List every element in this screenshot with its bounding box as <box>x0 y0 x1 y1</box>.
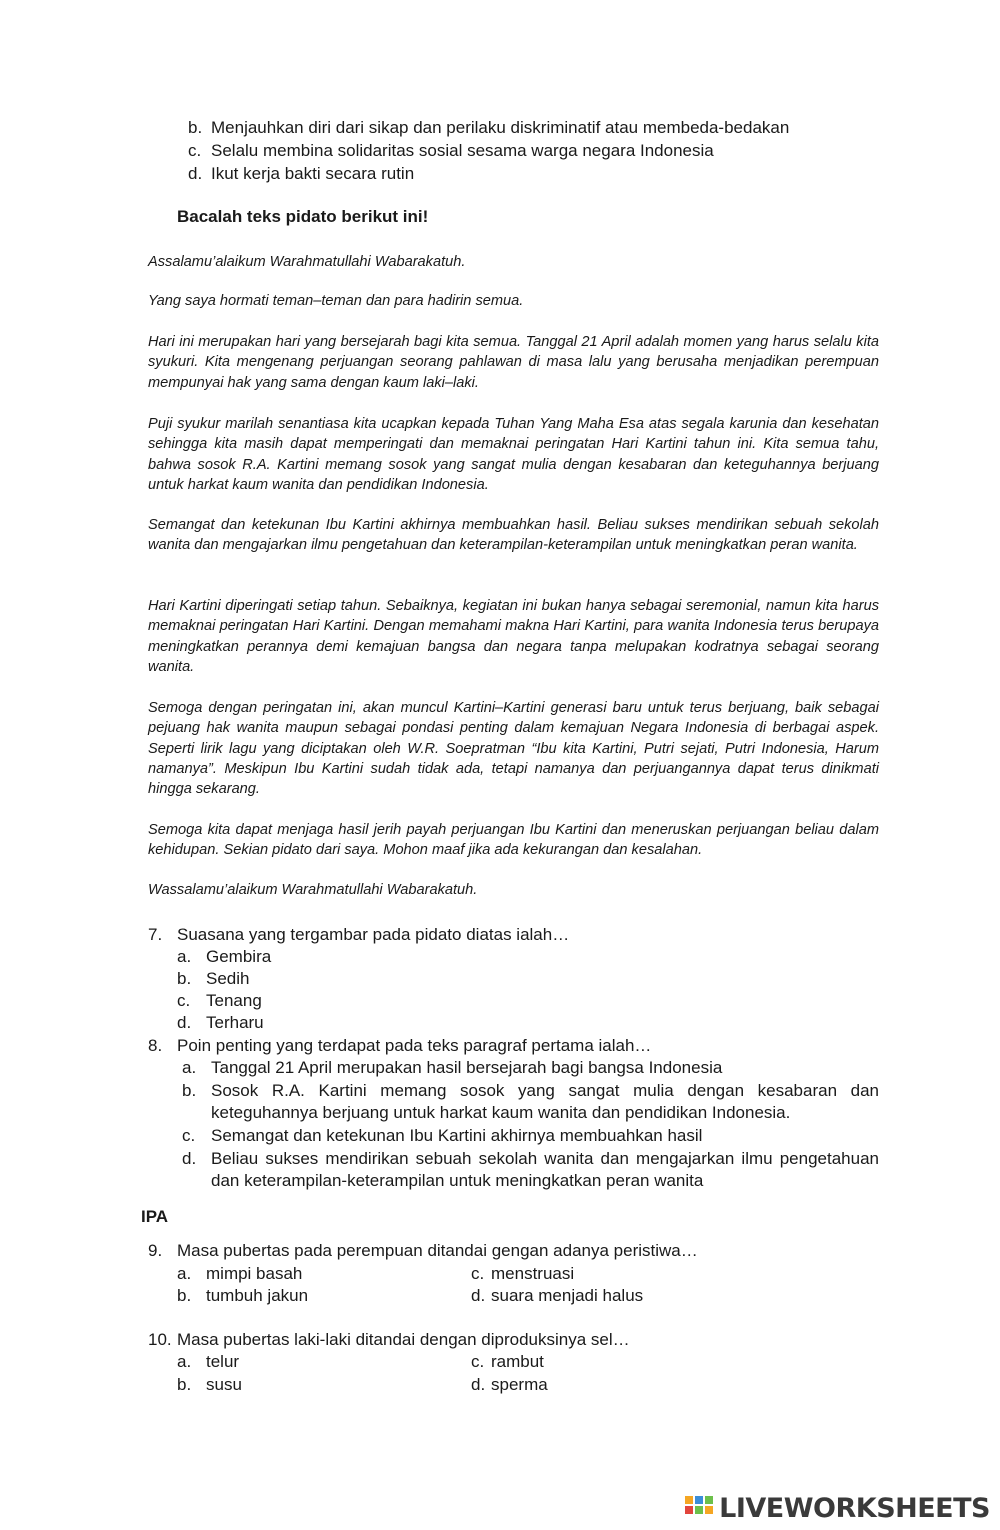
liveworksheets-icon <box>685 1494 715 1522</box>
option-letter: d. <box>471 1286 486 1305</box>
option-letter: b. <box>188 118 203 137</box>
question-number: 7. <box>148 925 163 944</box>
option-tumbuh-jakun[interactable]: tumbuh jakun <box>206 1286 309 1305</box>
option-suara-menjadi-halus[interactable]: suara menjadi halus <box>491 1286 644 1305</box>
instruction-heading: Bacalah teks pidato berikut ini! <box>177 207 429 226</box>
speech-address: Yang saya hormati teman–teman dan para hadirin semua. <box>148 293 524 309</box>
option-sperma[interactable]: sperma <box>491 1375 548 1394</box>
option-letter: c. <box>471 1352 485 1371</box>
option-tenang[interactable]: Tenang <box>206 991 262 1010</box>
option-letter: d. <box>177 1013 192 1032</box>
speech-paragraph-1: Hari ini merupakan hari yang bersejarah bagi kita semua. Tanggal 21 April adalah momen yang harus selalu kita syukuri. Kita mengenang perjuangan seorang pahlawan di masa lalu yang berusaha menjadikan perempuan mempunyai hak yang sama dengan kaum laki–laki. <box>148 334 879 391</box>
option-text: Selalu membina solidaritas sosial sesama warga negara Indonesia <box>211 141 714 160</box>
option-letter: a. <box>177 947 192 966</box>
option-sedih[interactable]: Sedih <box>206 969 250 988</box>
question-text: Poin penting yang terdapat pada teks paragraf pertama ialah… <box>177 1036 652 1055</box>
option-c-text[interactable]: Semangat dan ketekunan Ibu Kartini akhirnya membuahkan hasil <box>211 1126 703 1145</box>
question-text: Masa pubertas pada perempuan ditandai gengan adanya peristiwa… <box>177 1241 698 1260</box>
option-letter: a. <box>177 1264 192 1283</box>
option-menstruasi[interactable]: menstruasi <box>491 1264 575 1283</box>
option-letter: b. <box>177 1375 192 1394</box>
option-letter: d. <box>188 164 203 183</box>
question-number: 10. <box>148 1330 172 1349</box>
question-number: 8. <box>148 1036 163 1055</box>
option-letter: a. <box>182 1058 197 1077</box>
speech-paragraph-5: Semoga dengan peringatan ini, akan muncul Kartini–Kartini generasi baru untuk terus berjuang, baik sebagai pejuang hak wanita maupun sebagai pondasi penting dalam kemajuan Negara Indonesia di berbagai aspek. Seperti lirik lagu yang diciptakan oleh W.R. Soepratman “Ibu kita Kartini, Putri sejati, Putri Indonesia, Harum namanya”. Meskipun Ibu Kartini sudah tidak ada, tetapi namanya dan perjuangannya dapat terus dinikmati hingga sekarang. <box>148 700 879 798</box>
speech-paragraph-2: Puji syukur marilah senantiasa kita ucapkan kepada Tuhan Yang Maha Esa atas segala karunia dan kesehatan sehingga kita masih dapat memperingati dan memaknai peringatan Hari Kartini tahun ini. Kita semua tahu, bahwa sosok R.A. Kartini memang sosok yang sangat mulia dengan kesabaran dan keteguhannya berjuang untuk harkat kaum wanita dan pendidikan Indonesia. <box>148 416 879 493</box>
speech-paragraph-6: Semoga kita dapat menjaga hasil jerih payah perjuangan Ibu Kartini dan meneruskan perjuangan beliau dalam kehidupan. Sekian pidato dari saya. Mohon maaf jika ada kekurangan dan kesalahan. <box>148 822 879 859</box>
option-d-text[interactable]: Beliau sukses mendirikan sebuah sekolah wanita dan mengajarkan ilmu pengetahuan dan keterampilan-keterampilan untuk meningkatkan peran wanita <box>211 1149 879 1190</box>
option-letter: d. <box>471 1375 486 1394</box>
option-terharu[interactable]: Terharu <box>206 1013 264 1032</box>
option-text: Ikut kerja bakti secara rutin <box>211 164 415 183</box>
liveworksheets-logo <box>685 1492 990 1524</box>
option-a-text[interactable]: Tanggal 21 April merupakan hasil bersejarah bagi bangsa Indonesia <box>211 1058 723 1077</box>
speech-paragraph-3: Semangat dan ketekunan Ibu Kartini akhirnya membuahkan hasil. Beliau sukses mendirikan sebuah sekolah wanita dan mengajarkan ilmu pengetahuan dan keterampilan-keterampilan untuk meningkatkan peran wanita. <box>148 517 879 554</box>
section-ipa-heading: IPA <box>141 1207 169 1226</box>
option-letter: c. <box>188 141 202 160</box>
question-text: Masa pubertas laki-laki ditandai dengan diproduksinya sel… <box>177 1330 630 1349</box>
option-letter: b. <box>177 969 192 988</box>
option-telur[interactable]: telur <box>206 1352 240 1371</box>
option-letter: c. <box>177 991 191 1010</box>
speech-greeting: Assalamu’alaikum Warahmatullahi Wabarakatuh. <box>148 254 466 270</box>
option-letter: b. <box>177 1286 192 1305</box>
option-rambut[interactable]: rambut <box>491 1352 544 1371</box>
speech-closing: Wassalamu’alaikum Warahmatullahi Wabarakatuh. <box>148 882 478 898</box>
option-letter: c. <box>182 1126 196 1145</box>
option-susu[interactable]: susu <box>206 1375 242 1394</box>
option-gembira[interactable]: Gembira <box>206 947 272 966</box>
question-number: 9. <box>148 1241 163 1260</box>
option-letter: c. <box>471 1264 485 1283</box>
option-letter: a. <box>177 1352 192 1371</box>
option-mimpi-basah[interactable]: mimpi basah <box>206 1264 303 1283</box>
liveworksheets-wordmark: LIVEWORKSHEETS <box>719 1492 990 1524</box>
option-letter: b. <box>182 1081 197 1100</box>
speech-paragraph-4: Hari Kartini diperingati setiap tahun. Sebaiknya, kegiatan ini bukan hanya sebagai seremonial, namun kita harus memaknai peringatan Hari Kartini. Dengan memahami makna Hari Kartini, para wanita Indonesia terus berupaya meningkatkan perannya demi kemajuan bangsa dan negara tanpa melupakan kodratnya sebagai seorang wanita. <box>148 598 879 675</box>
option-text: Menjauhkan diri dari sikap dan perilaku diskriminatif atau membeda-bedakan <box>211 118 790 137</box>
option-b-text[interactable]: Sosok R.A. Kartini memang sosok yang sangat mulia dengan kesabaran dan keteguhannya berjuang untuk harkat kaum wanita dan pendidikan Indonesia. <box>211 1081 879 1122</box>
option-letter: d. <box>182 1149 197 1168</box>
question-text: Suasana yang tergambar pada pidato diatas ialah… <box>177 925 570 944</box>
